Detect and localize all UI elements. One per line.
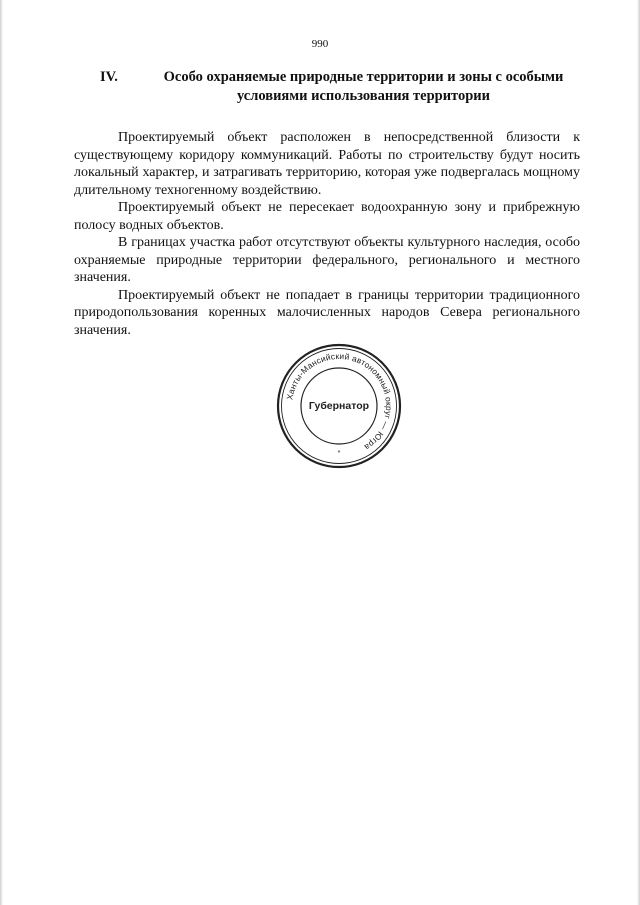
stamp-ring-text: Ханты-Мансийский автономный округ — Югра bbox=[284, 350, 395, 453]
paragraph: Проектируемый объект расположен в непосредственной близости к существующему коридору коммуникаций. Работы по строительству будут носить локальный характер, и затрагивать территорию, которая уже подвергалась мощному длительному техногенному воздействию. bbox=[74, 130, 580, 198]
paragraph: Проектируемый объект не пересекает водоохранную зону и прибрежную полосу водных объектов. bbox=[74, 200, 580, 233]
paragraph: В границах участка работ отсутствуют объекты культурного наследия, особо охраняемые природные территории федерального, регионального и местного значения. bbox=[74, 235, 580, 285]
scan-edge-left bbox=[0, 0, 3, 905]
section-title-line-2: условиями использования территории bbox=[236, 88, 491, 104]
stamp-star-mark: * bbox=[337, 450, 341, 457]
page-number: 990 bbox=[311, 38, 329, 50]
stamp-center-text: Губернатор bbox=[308, 400, 370, 412]
section-number: IV. bbox=[100, 69, 118, 85]
body-text bbox=[74, 129, 580, 339]
section-heading bbox=[100, 68, 580, 106]
official-seal-stamp bbox=[272, 343, 406, 469]
section-title-line-1: Особо охраняемые природные территории и зоны с особыми bbox=[163, 69, 564, 85]
paragraph: Проектируемый объект не попадает в границы территории традиционного природопользования коренных малочисленных народов Севера регионального значения. bbox=[74, 287, 580, 338]
